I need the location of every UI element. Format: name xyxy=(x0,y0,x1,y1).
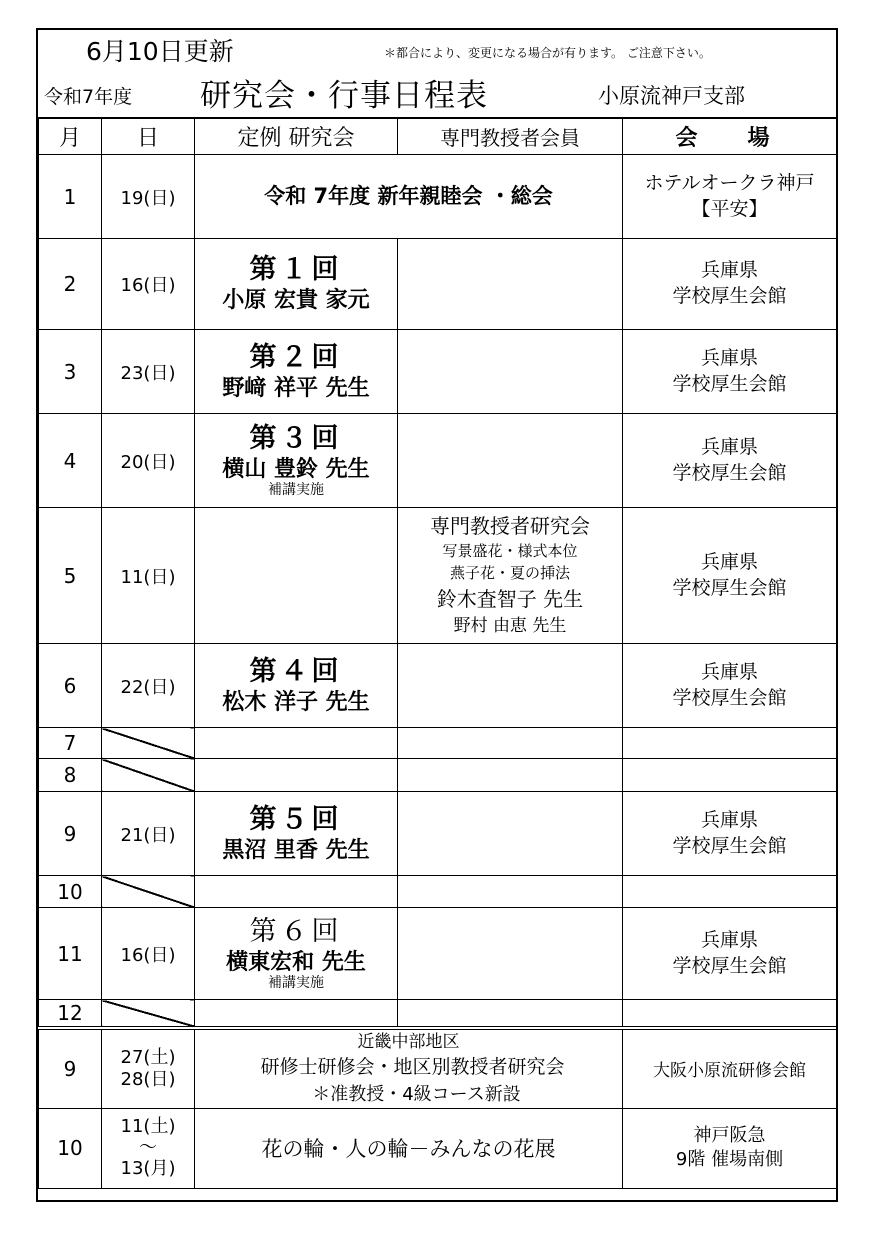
regular-cell xyxy=(195,759,398,792)
month-cell: 12 xyxy=(39,1000,102,1028)
professor-cell xyxy=(398,330,623,414)
venue-cell xyxy=(623,792,837,876)
table-row xyxy=(39,1000,837,1028)
empty-day-slash xyxy=(102,876,195,908)
month-cell: 4 xyxy=(39,414,102,508)
regular-cell xyxy=(195,644,398,728)
day-cell xyxy=(102,1028,195,1109)
update-date: 6月10日更新 xyxy=(86,37,234,66)
table-row xyxy=(39,155,837,239)
lecturer-name: 松木 洋子 先生 xyxy=(222,689,370,715)
venue-cell xyxy=(623,239,837,330)
regular-cell xyxy=(195,330,398,414)
lecturer-name: 横東宏和 先生 xyxy=(226,949,366,975)
professor-cell xyxy=(398,728,623,759)
event-line: 研修士研修会・地区別教授者研究会 xyxy=(260,1056,565,1079)
venue-line: 学校厚生会館 xyxy=(672,686,787,709)
professor-lecturer: 野村 由恵 先生 xyxy=(453,615,567,636)
month-cell: 1 xyxy=(39,155,102,239)
lecturer-name: 小原 宏貴 家元 xyxy=(222,288,370,314)
regular-cell xyxy=(195,792,398,876)
makeup-note: 補講実施 xyxy=(268,482,324,499)
venue-line: 学校厚生会館 xyxy=(672,954,787,977)
professor-lecturer: 鈴木査智子 先生 xyxy=(436,586,584,611)
venue-line: 兵庫県 xyxy=(700,660,758,683)
venue-line: 神戸阪急 xyxy=(693,1124,766,1146)
professor-cell xyxy=(398,1000,623,1028)
regular-cell xyxy=(195,414,398,508)
professor-cell xyxy=(398,876,623,908)
page-title: 研究会・行事日程表 xyxy=(200,78,488,114)
venue-cell xyxy=(623,330,837,414)
day-line: 28(日) xyxy=(120,1068,176,1090)
day-line: 27(土) xyxy=(120,1047,176,1069)
venue-line: ホテルオークラ神戸 xyxy=(644,171,815,194)
makeup-note: 補講実施 xyxy=(268,975,324,992)
event-text: 花の輪・人の輪－みんなの花展 xyxy=(261,1137,556,1162)
column-header-month: 月 xyxy=(39,119,102,155)
venue-line: 兵庫県 xyxy=(700,550,758,573)
event-line: 近畿中部地区 xyxy=(357,1031,460,1052)
venue-cell xyxy=(623,908,837,1000)
column-header-professor: 専門教授者会員 xyxy=(398,119,623,155)
day-cell: 21(日) xyxy=(102,792,195,876)
month-cell: 9 xyxy=(39,792,102,876)
venue-line: 【平安】 xyxy=(691,197,768,220)
venue-cell xyxy=(623,1028,837,1109)
fiscal-year: 令和7年度 xyxy=(44,86,133,108)
day-cell: 16(日) xyxy=(102,239,195,330)
venue-line: 学校厚生会館 xyxy=(672,576,787,599)
regular-cell xyxy=(195,239,398,330)
day-line: 13(月) xyxy=(120,1157,176,1179)
regular-cell xyxy=(195,876,398,908)
session-number: 第６回 xyxy=(249,916,343,948)
session-number: 第４回 xyxy=(249,655,343,687)
table-row xyxy=(39,239,837,330)
table-row xyxy=(39,330,837,414)
table-row xyxy=(39,1108,837,1188)
column-header-regular: 定例 研究会 xyxy=(195,119,398,155)
day-cell: 23(日) xyxy=(102,330,195,414)
venue-line: 学校厚生会館 xyxy=(672,285,787,307)
table-row xyxy=(39,792,837,876)
document-header xyxy=(38,30,836,118)
month-cell: 5 xyxy=(39,508,102,644)
table-row xyxy=(39,1028,837,1109)
month-cell: 6 xyxy=(39,644,102,728)
venue-cell xyxy=(623,728,837,759)
venue-cell xyxy=(623,414,837,508)
venue-line: 9階 催場南側 xyxy=(675,1149,784,1171)
day-cell xyxy=(102,1108,195,1188)
empty-day-slash xyxy=(102,759,195,792)
event-text: 令和 7年度 新年親睦会 ・総会 xyxy=(264,184,553,209)
professor-cell xyxy=(398,792,623,876)
column-header-day: 日 xyxy=(102,119,195,155)
session-number: 第３回 xyxy=(249,423,343,455)
day-cell: 22(日) xyxy=(102,644,195,728)
month-cell: 11 xyxy=(39,908,102,1000)
venue-line: 兵庫県 xyxy=(700,435,758,458)
professor-topic: 写景盛花・様式本位 xyxy=(442,542,578,561)
professor-cell xyxy=(398,644,623,728)
event-cell xyxy=(195,1028,623,1109)
schedule-document xyxy=(36,28,838,1202)
branch-name: 小原流神戸支部 xyxy=(598,84,745,108)
month-cell: 3 xyxy=(39,330,102,414)
venue-line: 兵庫県 xyxy=(700,259,758,282)
month-cell: 9 xyxy=(39,1028,102,1109)
professor-cell xyxy=(398,508,623,644)
venue-line: 兵庫県 xyxy=(700,808,758,831)
table-row xyxy=(39,414,837,508)
table-row xyxy=(39,508,837,644)
event-cell xyxy=(195,1108,623,1188)
venue-cell xyxy=(623,1108,837,1188)
table-row xyxy=(39,876,837,908)
column-header-venue: 会 場 xyxy=(623,119,837,155)
venue-line: 兵庫県 xyxy=(700,346,758,369)
change-notice: ＊都合により、変更になる場合が有ります。 ご注意下さい。 xyxy=(384,46,711,60)
regular-cell xyxy=(195,508,398,644)
venue-cell xyxy=(623,1000,837,1028)
day-cell: 16(日) xyxy=(102,908,195,1000)
month-cell: 10 xyxy=(39,1108,102,1188)
venue-line: 学校厚生会館 xyxy=(672,372,787,395)
venue-line: 学校厚生会館 xyxy=(672,461,787,484)
empty-day-slash xyxy=(102,728,195,759)
event-line: ＊准教授・4級コース新設 xyxy=(312,1083,521,1105)
venue-line: 兵庫県 xyxy=(700,928,758,951)
professor-cell xyxy=(398,414,623,508)
day-cell: 11(日) xyxy=(102,508,195,644)
professor-topic: 燕子花・夏の挿法 xyxy=(449,564,570,583)
table-row xyxy=(39,908,837,1000)
venue-cell xyxy=(623,759,837,792)
professor-cell xyxy=(398,759,623,792)
session-number: 第２回 xyxy=(249,341,343,373)
month-cell: 2 xyxy=(39,239,102,330)
venue-cell xyxy=(623,644,837,728)
venue-cell xyxy=(623,876,837,908)
table-header-row xyxy=(39,119,837,155)
venue-cell xyxy=(623,508,837,644)
session-number: 第１回 xyxy=(249,254,343,286)
event-cell xyxy=(195,155,623,239)
table-row xyxy=(39,759,837,792)
venue-line: 学校厚生会館 xyxy=(672,834,787,857)
professor-session-title: 専門教授者研究会 xyxy=(430,514,590,539)
month-cell: 7 xyxy=(39,728,102,759)
regular-cell xyxy=(195,908,398,1000)
day-line: 11(土) xyxy=(120,1116,176,1138)
table-row xyxy=(39,644,837,728)
lecturer-name: 黒沼 里香 先生 xyxy=(222,837,370,863)
regular-cell xyxy=(195,1000,398,1028)
month-cell: 8 xyxy=(39,759,102,792)
venue-line: 大阪小原流研修会館 xyxy=(653,1061,806,1082)
session-number: 第５回 xyxy=(249,803,343,835)
regular-cell xyxy=(195,728,398,759)
professor-cell xyxy=(398,239,623,330)
venue-cell xyxy=(623,155,837,239)
day-cell: 20(日) xyxy=(102,414,195,508)
professor-cell xyxy=(398,908,623,1000)
lecturer-name: 野﨑 祥平 先生 xyxy=(222,375,370,401)
month-cell: 10 xyxy=(39,876,102,908)
schedule-table xyxy=(38,118,837,1189)
day-cell: 19(日) xyxy=(102,155,195,239)
empty-day-slash xyxy=(102,1000,195,1028)
day-line: ～ xyxy=(139,1136,157,1158)
lecturer-name: 横山 豊鈴 先生 xyxy=(222,456,370,482)
table-row xyxy=(39,728,837,759)
